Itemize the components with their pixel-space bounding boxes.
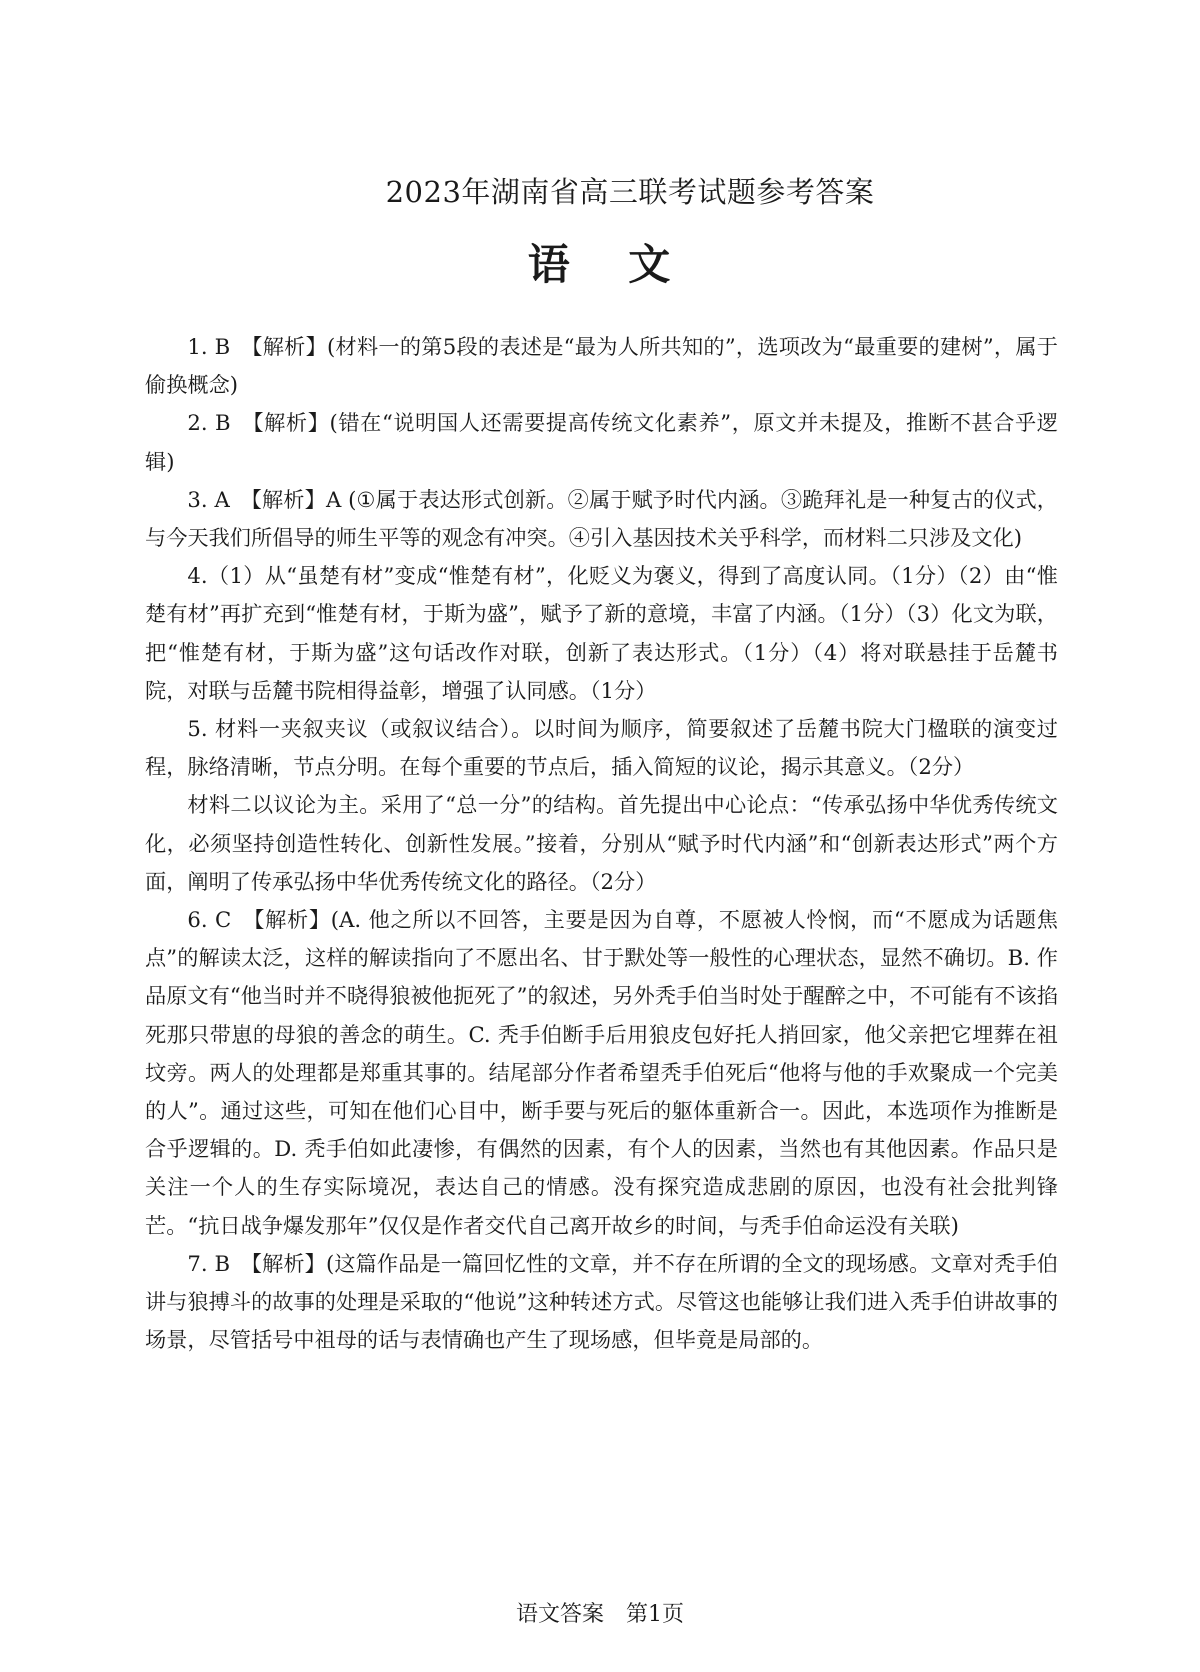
answer-4: 4.（1）从“虽楚有材”变成“惟楚有材”，化贬义为褒义，得到了高度认同。（1分）（2）由“惟楚有材”再扩充到“惟楚有材，于斯为盛”，赋予了新的意境，丰富了内涵。（1分）（3）化文为联，把“惟楚有材，于斯为盛”这句话改作对联，创新了表达形式。（1分）（4）将对联悬挂于岳麓书院，对联与岳麓书院相得益彰，增强了认同感。（1分） [145, 563, 1058, 703]
answer-1: 1. B 【解析】(材料一的第5段的表述是“最为人所共知的”，选项改为“最重要的建树”，属于偷换概念) [145, 334, 1058, 398]
answer-body [145, 328, 1058, 1359]
answer-7: 7. B 【解析】(这篇作品是一篇回忆性的文章，并不存在所谓的全文的现场感。文章对秃手伯讲与狼搏斗的故事的处理是采取的“他说”这种转述方式。尽管这也能够让我们进入秃手伯讲故事的场景，尽管括号中祖母的话与表情确也产生了现场感，但毕竟是局部的。 [145, 1250, 1058, 1353]
answer-5-part-2: 材料二以议论为主。采用了“总一分”的结构。首先提出中心论点：“传承弘扬中华优秀传统文化，必须坚持创造性转化、创新性发展。”接着，分别从“赋予时代内涵”和“创新表达形式”两个方面，阐明了传承弘扬中华优秀传统文化的路径。（2分） [145, 792, 1058, 894]
answer-5-part-1: 5. 材料一夹叙夹议（或叙议结合）。以时间为顺序，简要叙述了岳麓书院大门楹联的演变过程，脉络清晰，节点分明。在每个重要的节点后，插入简短的议论，揭示其意义。（2分） [145, 716, 1058, 780]
answer-3: 3. A 【解析】A (①属于表达形式创新。②属于赋予时代内涵。③跪拜礼是一种复古的仪式，与今天我们所倡导的师生平等的观念有冲突。④引入基因技术关乎科学，而材料二只涉及文化) [145, 486, 1058, 551]
answer-6: 6. C 【解析】(A. 他之所以不回答，主要是因为自尊，不愿被人怜悯，而“不愿成为话题焦点”的解读太泛，这样的解读指向了不愿出名、甘于默处等一般性的心理状态，显然不确切。B. 作品原文有“他当时并不晓得狼被他扼死了”的叙述，另外秃手伯当时处于醒醉之中，不可能有不该掐死那只带崽的母狼的善念的萌生。C. 秃手伯断手后用狼皮包好托人捎回家，他父亲把它埋葬在祖坟旁。两人的处理都是郑重其事的。结尾部分作者希望秃手伯死后“他将与他的手欢聚成一个完美的人”。通过这些，可知在他们心目中，断手要与死后的躯体重新合一。因此，本选项作为推断是合乎逻辑的。D. 秃手伯如此凄惨，有偶然的因素，有个人的因素，当然也有其他因素。作品只是关注一个人的生存实际境况，表达自己的情感。没有探究造成悲剧的原因，也没有社会批判锋芒。“抗日战争爆发那年”仅仅是作者交代自己离开故乡的时间，与秃手伯命运没有关联) [145, 907, 1058, 1238]
answer-2: 2. B 【解析】(错在“说明国人还需要提高传统文化素养”，原文并未提及，推断不甚合乎逻辑) [145, 410, 1058, 474]
subject-heading: 语 文 [527, 240, 673, 289]
page-footer: 语文答案 第1页 [516, 1602, 684, 1627]
document-title: 2023年湖南省高三联考试题参考答案 [385, 175, 875, 209]
